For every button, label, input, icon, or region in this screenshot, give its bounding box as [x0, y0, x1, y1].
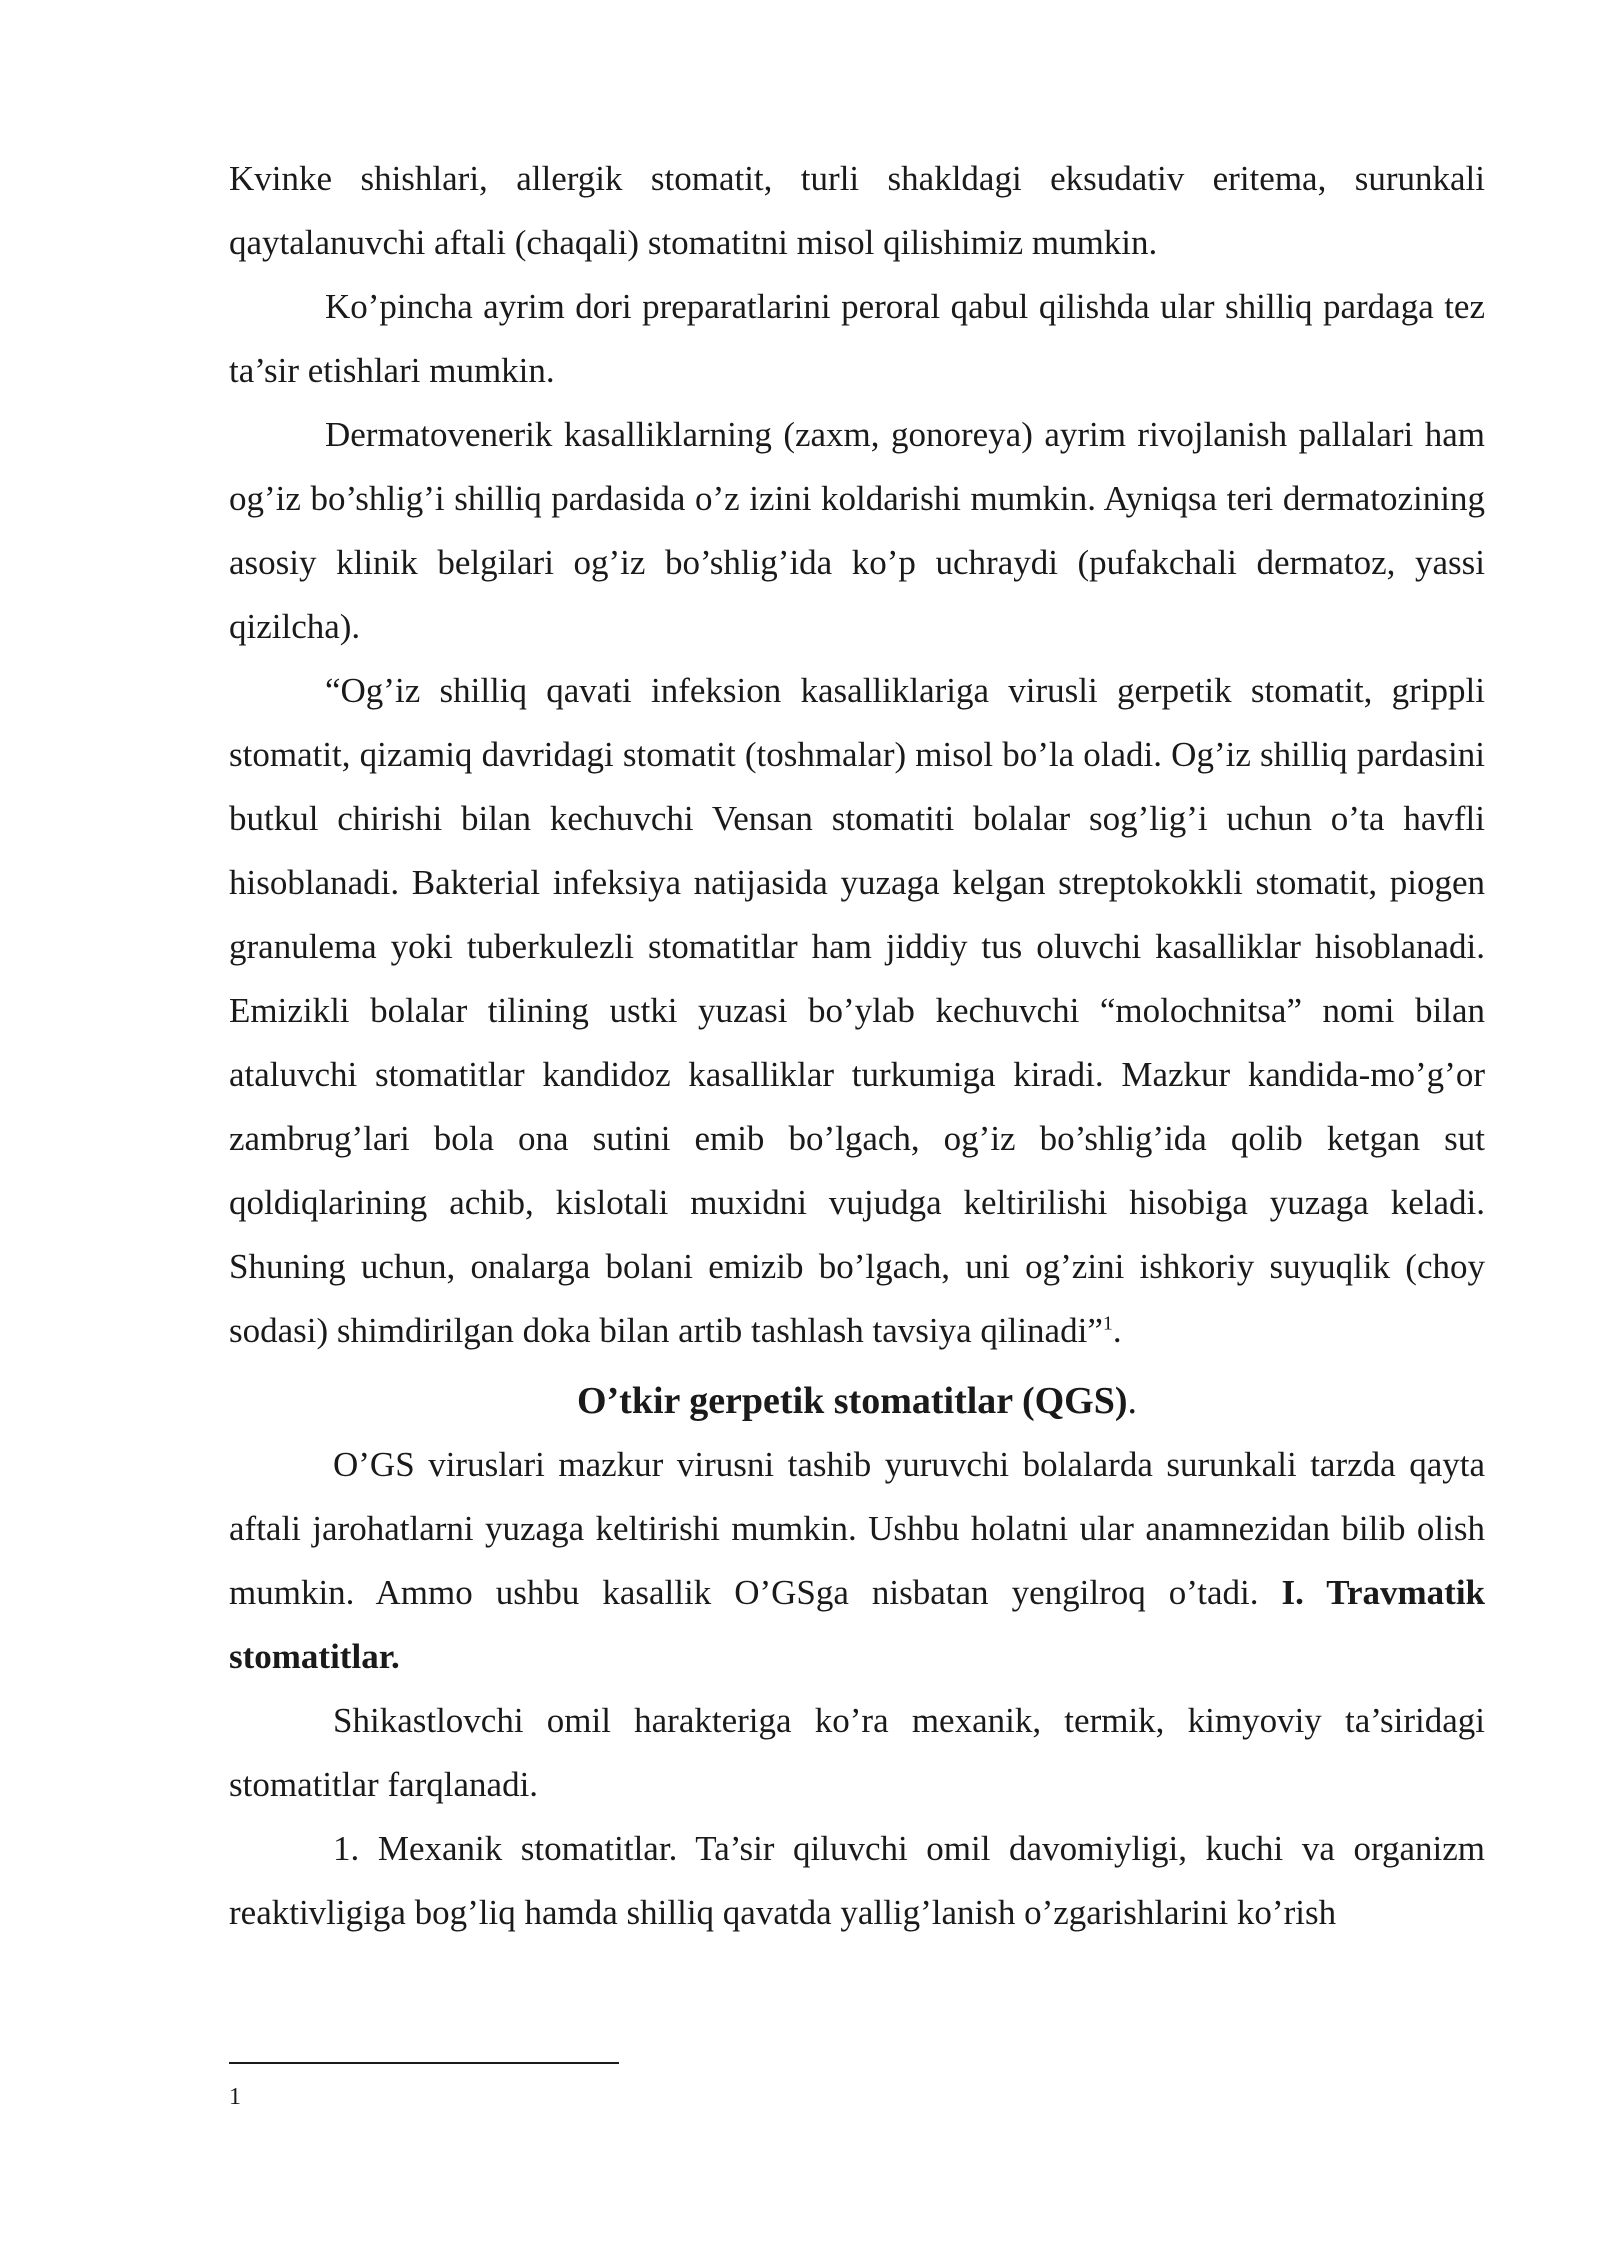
subsection-heading: I. Travmatik stomatitlar. [229, 1573, 1486, 1676]
footnote-number: 1 [229, 2084, 241, 2110]
paragraph-5 [229, 1433, 1485, 1689]
paragraph-7: 1. Mexanik stomatitlar. Ta’sir qiluvchi omil davomiyligi, kuchi va organizm reaktivligiga bog’liq hamda shilliq qavatda yallig’lanish o’zgarishlarini ko’rish [229, 1829, 1485, 1932]
paragraph-1: Kvinke shishlari, allergik stomatit, turli shakldagi eksudativ eritema, surunkali qaytalanuvchi aftali (chaqali) stomatitni misol qilishimiz mumkin. [229, 159, 1485, 262]
footnote-reference: 1 [1102, 1312, 1113, 1335]
paragraph-4-tail: . [1112, 1311, 1122, 1350]
paragraph-5-text: O’GS viruslari mazkur virusni tashib yuruvchi bolalarda surunkali tarzda qayta aftali jarohatlarni yuzaga keltirishi mumkin. Ushbu holatni ular anamnezidan bilib olish mumkin. Ammo ushbu kasallik O’GSga nisbatan yengilroq o’tadi. [229, 1445, 1485, 1612]
footnote-separator [229, 2062, 619, 2064]
section-heading-text: O’tkir gerpetik stomatitlar (QGS) [576, 1380, 1128, 1422]
section-heading [229, 1369, 1485, 1433]
paragraph-4-text: “Og’iz shilliq qavati infeksion kasalliklariga virusli gerpetik stomatit, grippli stomatit, qizamiq davridagi stomatit (toshmalar) misol bo’la oladi. Og’iz shilliq pardasini butkul chirishi bilan kechuvchi Vensan stomatiti bolalar sog’lig’i uchun o’ta havfli hisoblanadi. Bakterial infeksiya natijasida yuzaga kelgan streptokokkli stomatit, piogen granulema yoki tuberkulezli stomatitlar ham jiddiy tus oluvchi kasalliklar hisoblanadi. Emizikli bolalar tilining ustki yuzasi bo’ylab kechuvchi “molochnitsa” nomi bilan ataluvchi stomatitlar kandidoz kasalliklar turkumiga kiradi. Mazkur kandida-mo’g’or zambrug’lari bola ona sutini emib bo’lgach, og’iz bo’shlig’ida qolib ketgan sut qoldiqlarining achib, kislotali muxidni vujudga keltirilishi hisobiga yuzaga keladi. Shuning uchun, onalarga bolani emizib bo’lgach, uni og’zini ishkoriy suyuqlik (choy sodasi) shimdirilgan doka bilan artib tashlash tavsiya qilinadi” [229, 671, 1485, 1350]
paragraph-3: Dermatovenerik kasalliklarning (zaxm, gonoreya) ayrim rivojlanish pallalari ham og’iz bo’shlig’i shilliq pardasida o’z izini koldarishi mumkin. Ayniqsa teri dermatozining asosiy klinik belgilari og’iz bo’shlig’ida ko’p uchraydi (pufakchali dermatoz, yassi qizilcha). [229, 415, 1485, 646]
paragraph-4 [229, 659, 1485, 1363]
section-heading-tail: . [1127, 1380, 1138, 1422]
paragraph-2: Ko’pincha ayrim dori preparatlarini peroral qabul qilishda ular shilliq pardaga tez ta’sir etishlari mumkin. [229, 287, 1485, 390]
paragraph-6: Shikastlovchi omil harakteriga ko’ra mexanik, termik, kimyoviy ta’siridagi stomatitlar farqlanadi. [229, 1701, 1485, 1804]
document-page [229, 147, 1485, 1945]
